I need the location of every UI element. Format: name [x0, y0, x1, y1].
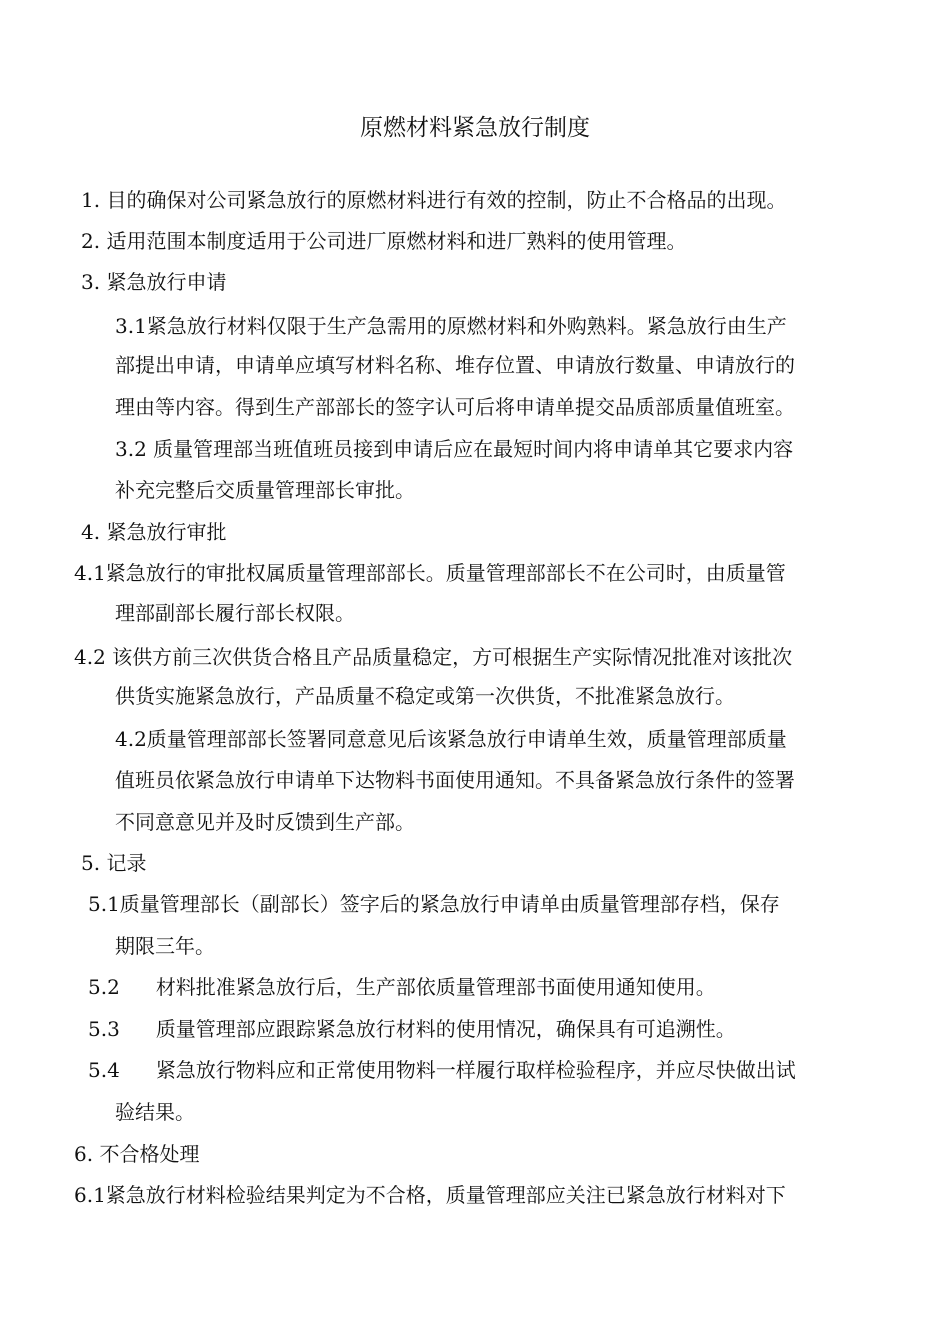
clause-5-4-line-2: 验结果。: [115, 1100, 195, 1124]
clause-4-2-line-1: 4.2 该供方前三次供货合格且产品质量稳定，方可根据生产实际情况批准对该批次: [74, 645, 793, 669]
clause-4-2b-line-3: 不同意意见并及时反馈到生产部。: [115, 810, 415, 834]
clause-3-1-line-3: 理由等内容。得到生产部部长的签字认可后将申请单提交品质部质量值班室。: [115, 395, 795, 419]
section-3-heading: 3. 紧急放行申请: [81, 270, 227, 294]
clause-4-1-line-1: 4.1紧急放行的审批权属质量管理部部长。质量管理部部长不在公司时，由质量管: [74, 561, 786, 585]
clause-5-1-line-2: 期限三年。: [115, 934, 215, 958]
section-2-scope: 2. 适用范围本制度适用于公司进厂原燃材料和进厂熟料的使用管理。: [81, 229, 687, 253]
clause-5-4-text: 紧急放行物料应和正常使用物料一样履行取样检验程序，并应尽快做出试: [155, 1058, 796, 1082]
clause-3-1-line-1: 3.1紧急放行材料仅限于生产急需用的原燃材料和外购熟料。紧急放行由生产: [115, 314, 787, 338]
clause-5-4: [88, 1054, 796, 1086]
clause-5-2: [88, 971, 716, 1003]
clause-3-2-line-1: 3.2 质量管理部当班值班员接到申请后应在最短时间内将申请单其它要求内容: [115, 437, 794, 461]
clause-5-3-text: 质量管理部应跟踪紧急放行材料的使用情况，确保具有可追溯性。: [155, 1017, 736, 1041]
clause-3-2-line-2: 补充完整后交质量管理部长审批。: [115, 478, 415, 502]
section-1-purpose: 1. 目的确保对公司紧急放行的原燃材料进行有效的控制，防止不合格品的出现。: [81, 188, 787, 212]
clause-4-2b-line-1: 4.2质量管理部部长签署同意意见后该紧急放行申请单生效，质量管理部质量: [115, 727, 787, 751]
clause-3-1-line-2: 部提出申请，申请单应填写材料名称、堆存位置、申请放行数量、申请放行的: [115, 353, 795, 377]
clause-4-1-line-2: 理部副部长履行部长权限。: [115, 601, 355, 625]
clause-5-2-number: 5.2: [88, 975, 120, 999]
section-6-heading: 6. 不合格处理: [74, 1142, 200, 1166]
section-5-heading: 5. 记录: [81, 851, 147, 875]
clause-5-3-number: 5.3: [88, 1017, 120, 1041]
clause-5-2-text: 材料批准紧急放行后，生产部依质量管理部书面使用通知使用。: [155, 975, 716, 999]
clause-5-3: [88, 1013, 736, 1045]
clause-4-2-line-2: 供货实施紧急放行，产品质量不稳定或第一次供货，不批准紧急放行。: [115, 684, 735, 708]
clause-4-2b-line-2: 值班员依紧急放行申请单下达物料书面使用通知。不具备紧急放行条件的签署: [115, 768, 795, 792]
clause-5-1-line-1: 5.1质量管理部长（副部长）签字后的紧急放行申请单由质量管理部存档，保存: [88, 892, 780, 916]
clause-5-4-number: 5.4: [88, 1058, 120, 1082]
clause-6-1-line-1: 6.1紧急放行材料检验结果判定为不合格，质量管理部应关注已紧急放行材料对下: [74, 1183, 786, 1207]
section-4-heading: 4. 紧急放行审批: [81, 520, 227, 544]
document-title: 原燃材料紧急放行制度: [360, 115, 590, 141]
